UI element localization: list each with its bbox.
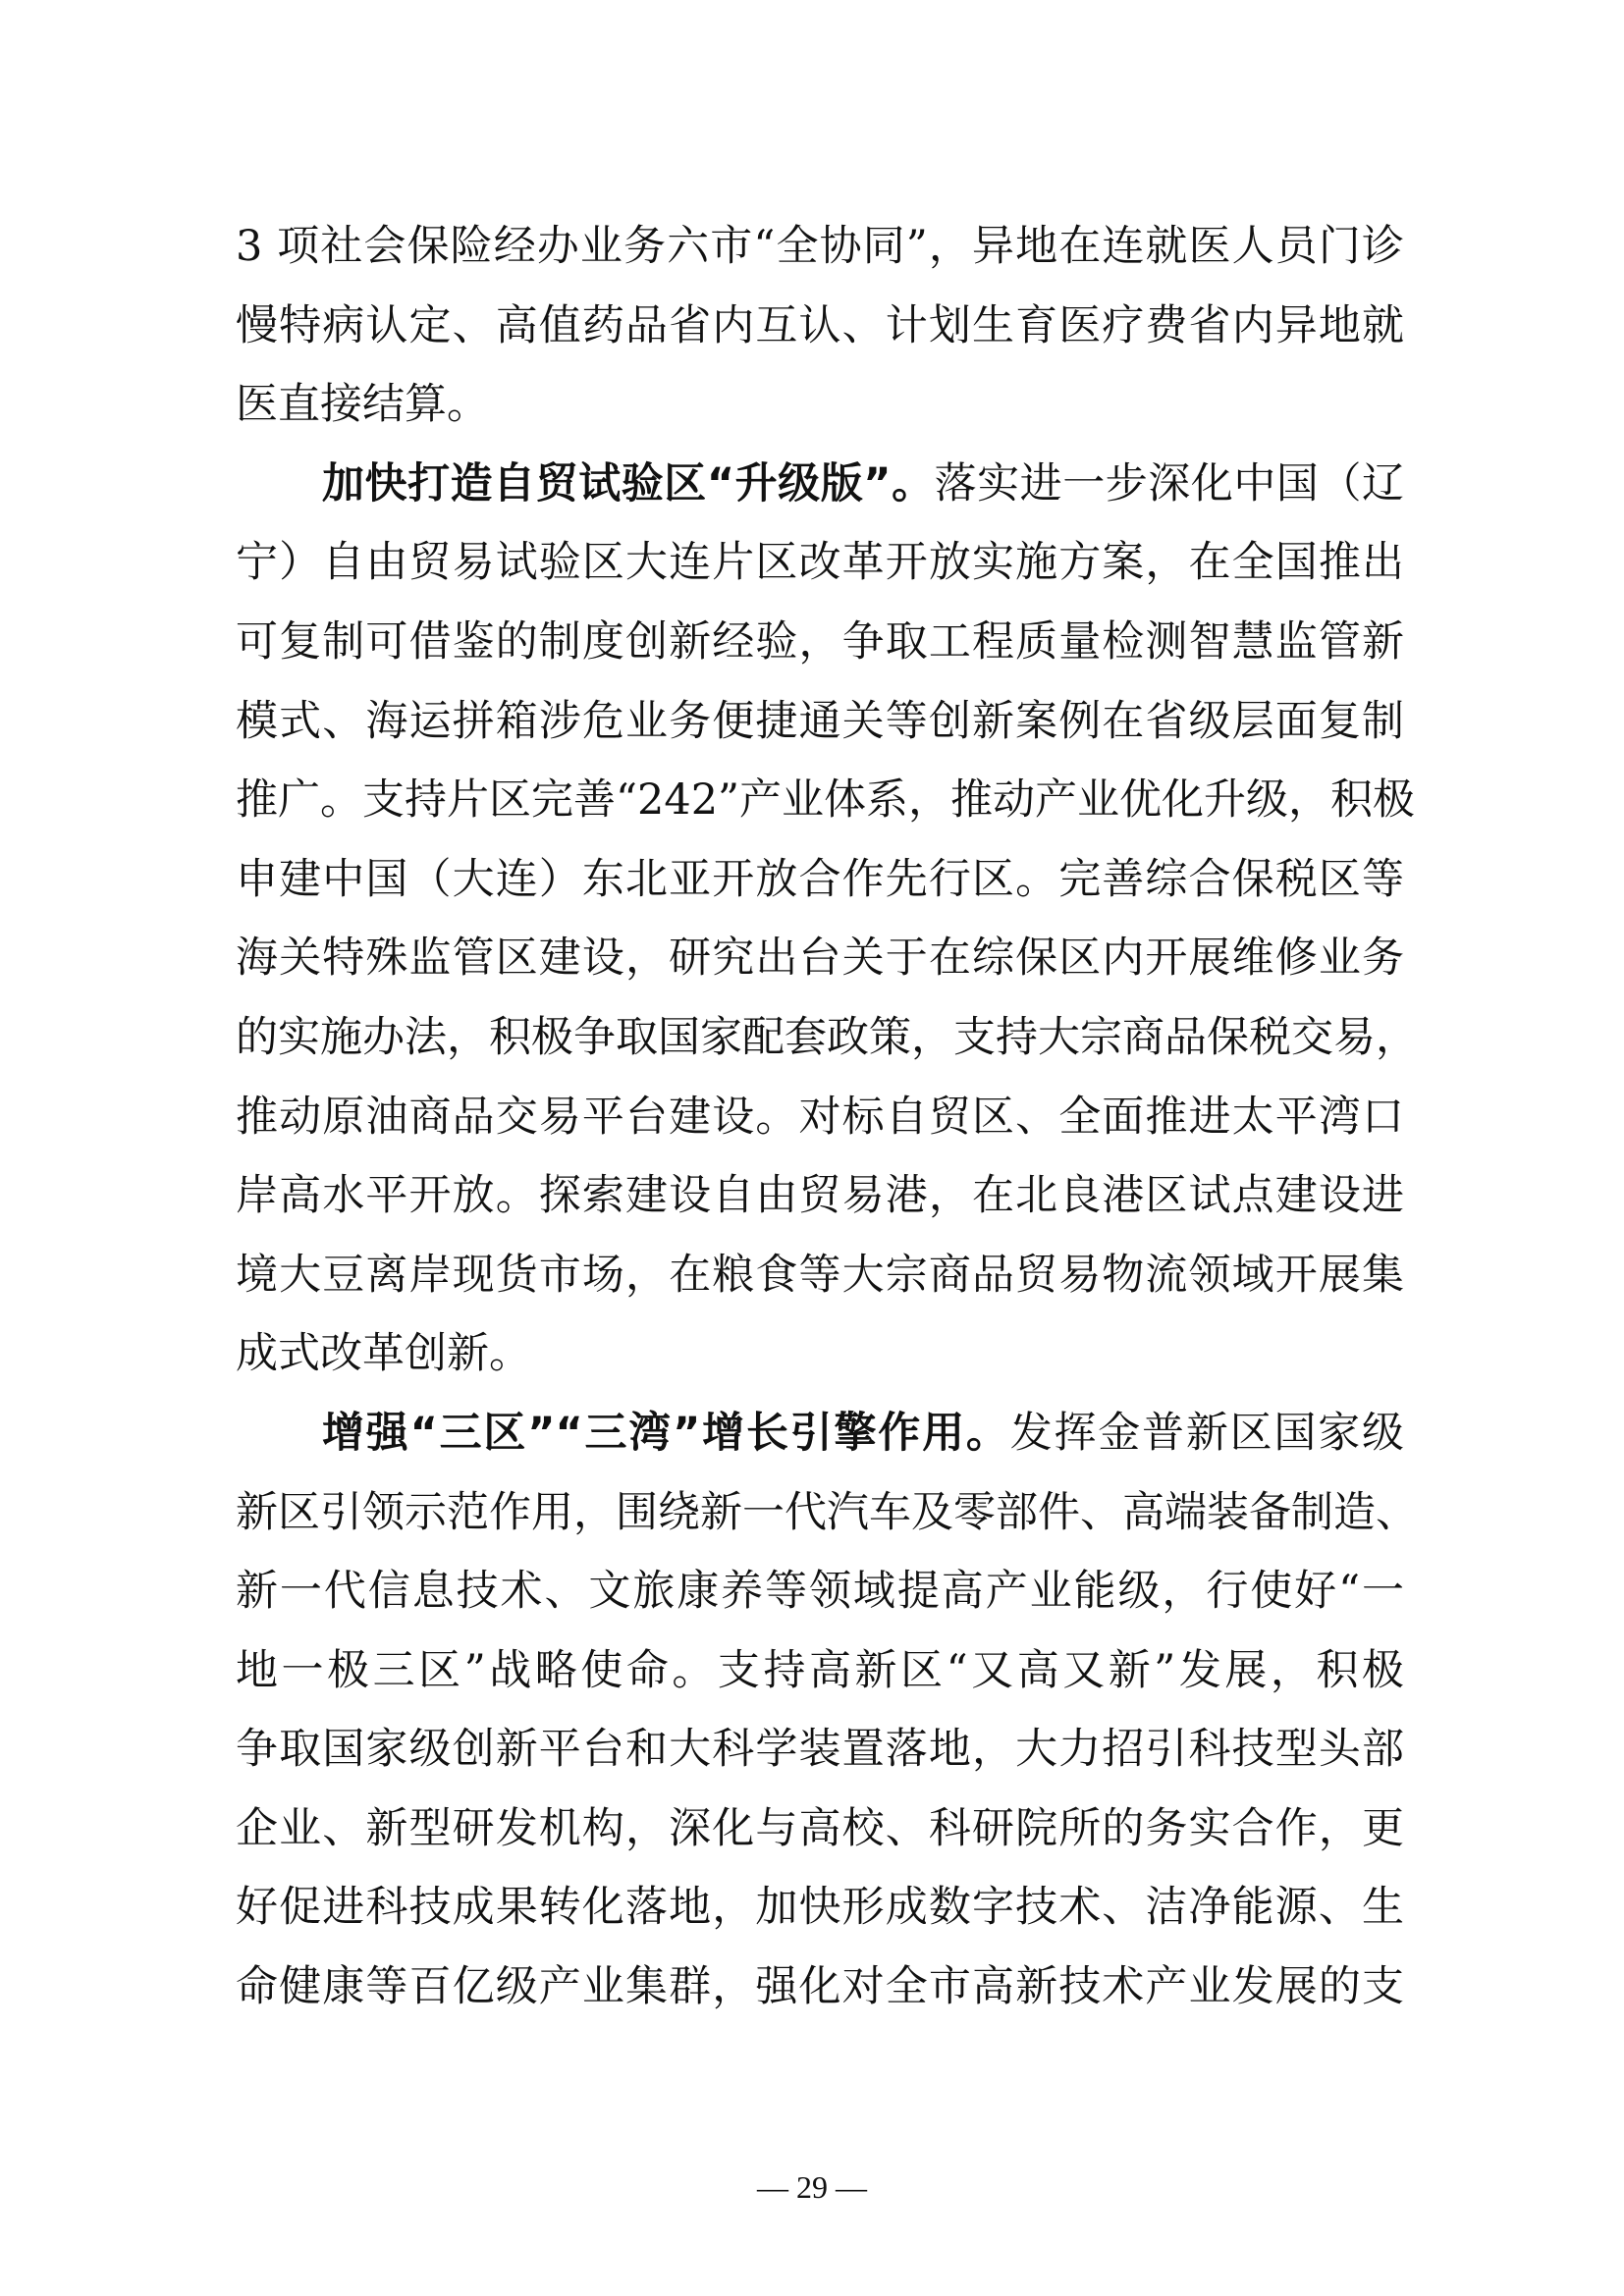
paragraph-free-trade-zone (236, 445, 1418, 1394)
text-run: 落实进一步深化中国（辽 (934, 458, 1404, 508)
text-run: 发挥金普新区国家级 (1009, 1408, 1405, 1458)
paragraph-heading: 加快打造自贸试验区“升级版”。 (322, 458, 935, 508)
text-line: 好促进科技成果转化落地，加快形成数字技术、洁净能源、生 (236, 1883, 1404, 1933)
text-line: 医直接结算。 (236, 380, 489, 430)
text-line: 命健康等百亿级产业集群，强化对全市高新技术产业发展的支 (236, 1962, 1404, 2012)
text-line: 推动原油商品交易平台建设。对标自贸区、全面推进太平湾口 (236, 1092, 1404, 1142)
paragraph-growth-engines (236, 1394, 1418, 2027)
text-line: 新区引领示范作用，围绕新一代汽车及零部件、高端装备制造、 (236, 1487, 1418, 1537)
text-line: 企业、新型研发机构，深化与高校、科研院所的务实合作，更 (236, 1803, 1404, 1853)
text-line: 争取国家级创新平台和大科学装置落地，大力招引科技型头部 (236, 1725, 1404, 1775)
page-number: — 29 — (757, 2169, 867, 2205)
text-line: 岸高水平开放。探索建设自由贸易港，在北良港区试点建设进 (236, 1171, 1404, 1221)
text-line: 可复制可借鉴的制度创新经验，争取工程质量检测智慧监管新 (236, 616, 1404, 667)
text-line: 申建中国（大连）东北亚开放合作先行区。完善综合保税区等 (236, 854, 1404, 904)
text-line: 模式、海运拼箱涉危业务便捷通关等创新案例在省级层面复制 (236, 696, 1404, 746)
text-line: 推广。支持片区完善“242”产业体系，推动产业优化升级，积极 (236, 775, 1416, 826)
text-line: 境大豆离岸现货市场，在粮食等大宗商品贸易物流领域开展集 (236, 1250, 1404, 1300)
text-line: 慢特病认定、高值药品省内互认、计划生育医疗费省内异地就 (236, 300, 1404, 350)
document-body (236, 207, 1418, 2027)
text-line: 新一代信息技术、文旅康养等领域提高产业能级，行使好“一 (236, 1567, 1404, 1617)
text-line (236, 445, 1404, 524)
text-line: 成式改革创新。 (236, 1329, 531, 1379)
text-line: 的实施办法，积极争取国家配套政策，支持大宗商品保税交易， (236, 1012, 1418, 1062)
text-line: 宁）自由贸易试验区大连片区改革开放实施方案，在全国推出 (236, 538, 1404, 588)
paragraph-heading: 增强“三区”“三湾”增长引擎作用。 (322, 1408, 1010, 1458)
text-line: 地一极三区”战略使命。支持高新区“又高又新”发展，积极 (236, 1645, 1404, 1695)
text-line (236, 1394, 1404, 1473)
paragraph-social-insurance (236, 207, 1404, 445)
text-line: 3 项社会保险经办业务六市“全协同”，异地在连就医人员门诊 (236, 222, 1404, 271)
text-line: 海关特殊监管区建设，研究出台关于在综保区内开展维修业务 (236, 934, 1404, 984)
